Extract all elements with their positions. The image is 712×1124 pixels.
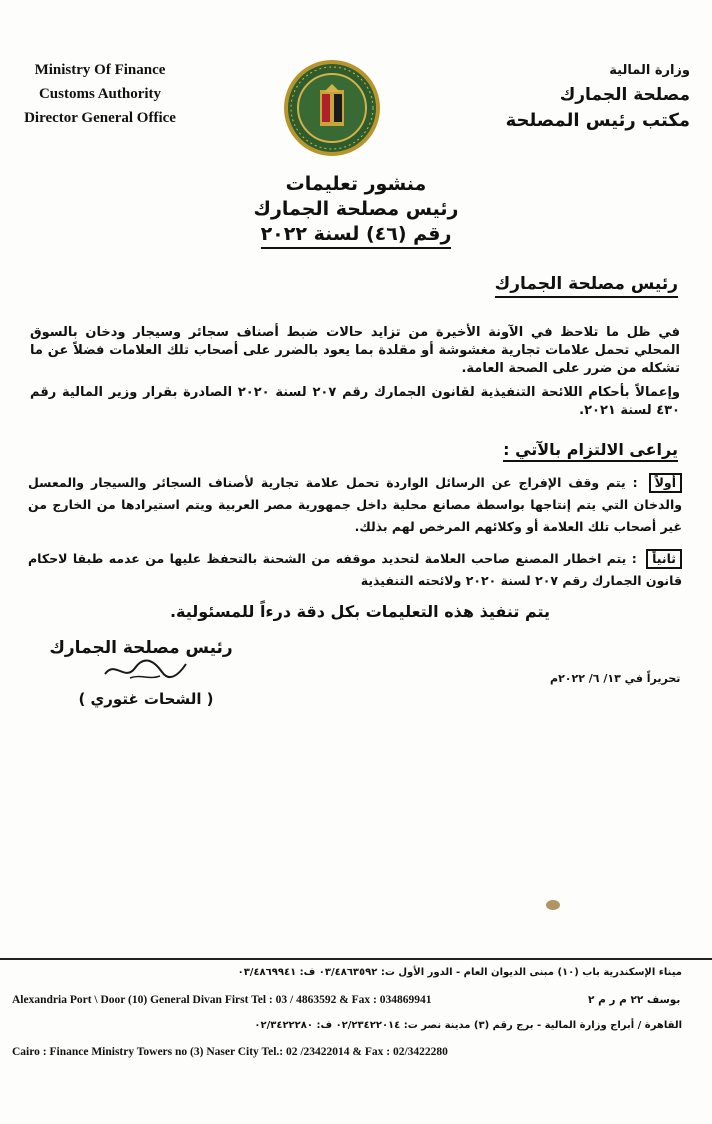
title-line: منشور تعليمات bbox=[285, 173, 427, 195]
header-ar-line: وزارة المالية bbox=[609, 63, 690, 78]
footer-divider bbox=[0, 958, 712, 960]
item-text: : يتم اخطار المصنع صاحب العلامة لتحديد موقفه من الشحنة بالتحفظ عليها من عدمه طبقا لاحكام قانون الجمارك رقم ٢٠٧ لسنة ٢٠٢٠ ولائحته التنفيذية bbox=[28, 551, 682, 588]
footer-cairo-english: Cairo : Finance Ministry Towers no (3) Naser City Tel.: 02 /23422014 & Fax : 02/3422280 bbox=[12, 1046, 448, 1058]
header-ar-line: مكتب رئيس المصلحة bbox=[505, 110, 690, 131]
paragraph: وإعمالاً بأحكام اللائحة التنفيذية لقانون الجمارك رقم ٢٠٧ لسنة ٢٠٢٠ الصادرة بقرار وزير المالية رقم ٤٣٠ لسنة ٢٠٢١. bbox=[30, 385, 680, 418]
observe-heading: يراعى الالتزام بالآتي : bbox=[503, 440, 678, 462]
execution-note: يتم تنفيذ هذه التعليمات بكل دقة درءاً للمسئولية. bbox=[169, 602, 551, 621]
footer-cairo-arabic: القاهرة / أبراج وزارة المالية - برج رقم (٣) مدينة نصر ت: ٠٢/٢٣٤٢٢٠١٤ ف: ٠٢/٣٤٢٢٢٨٠ bbox=[254, 1020, 682, 1031]
signatory-name: ( الشحات غتوري ) bbox=[78, 690, 214, 708]
footer-alexandria-english: Alexandria Port \ Door (10) General Divan First Tel : 03 / 4863592 & Fax : 034869941 bbox=[12, 994, 432, 1006]
header-en-line: Customs Authority bbox=[38, 86, 162, 102]
circular-title bbox=[180, 172, 532, 249]
header-ar-line: مصلحة الجمارك bbox=[559, 85, 690, 105]
header-en-line: Ministry Of Finance bbox=[34, 62, 166, 78]
header-en-line: Director General Office bbox=[24, 110, 176, 126]
item-tag: ثانياً bbox=[646, 549, 682, 569]
footer-alexandria-arabic: ميناء الإسكندرية باب (١٠) مبنى الديوان العام - الدور الأول ت: ٠٣/٤٨٦٣٥٩٢ ف: ٠٣/٤٨٦٩٩٤١ bbox=[237, 967, 682, 978]
signature-title: رئيس مصلحة الجمارك bbox=[49, 638, 233, 658]
issue-date: تحريراً في ١٣/ ٦/ ٢٠٢٢م bbox=[550, 672, 681, 685]
title-line: رئيس مصلحة الجمارك bbox=[253, 198, 459, 220]
header-arabic bbox=[490, 58, 690, 133]
header-english bbox=[0, 58, 200, 130]
item-text: : يتم وقف الإفراج عن الرسائل الواردة تحمل علامة تجارية لأصناف السجائر والسيجار والمعسل والدخان التي يتم إنتاجها بواسطة مصانع محلية داخل جمهورية مصر العربية ويتم استيرادها من الخارج من غير أصحاب تلك العلامة أو وكلائهم المرخص لهم بذلك. bbox=[28, 475, 682, 534]
instruction-item bbox=[28, 548, 682, 592]
item-tag: أولاً bbox=[649, 473, 682, 493]
circular-number: رقم (٤٦) لسنة ٢٠٢٢ bbox=[261, 222, 452, 249]
subheading: رئيس مصلحة الجمارك bbox=[495, 274, 678, 298]
paper-stain bbox=[546, 900, 560, 910]
paragraph: في ظل ما تلاحظ في الآونة الأخيرة من تزايد حالات ضبط أصناف سجائر وسيجار ودخان بالسوق المحلي تحمل علامات تجارية مغشوشة أو مقلدة بما يعود بالضرر على أصحاب تلك العلامات فضلاً عن ما تشكله من ضرر على الصحة العامة. bbox=[30, 325, 680, 376]
handwritten-signature bbox=[100, 656, 190, 684]
instruction-item bbox=[28, 472, 682, 538]
customs-seal-logo bbox=[284, 60, 380, 156]
footer-postal: بوسف ٢٢ م ر م ٢ bbox=[588, 994, 681, 1006]
